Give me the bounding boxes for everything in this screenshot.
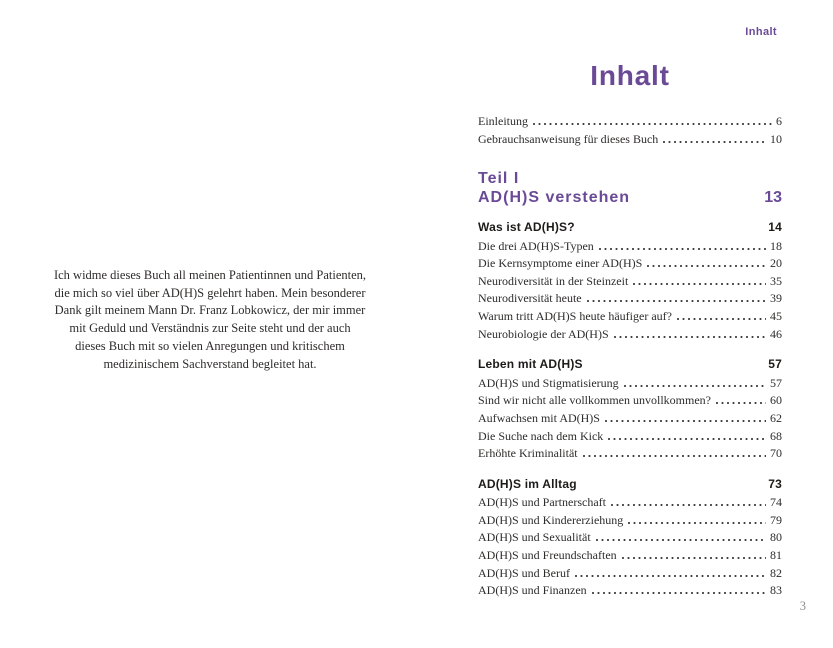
toc-section xyxy=(478,220,782,344)
toc-section xyxy=(478,357,782,463)
dot-leader xyxy=(575,575,766,577)
dot-leader xyxy=(647,265,766,267)
dedication-line: Dank gilt meinem Mann Dr. Franz Lobkowicz, der mir immer xyxy=(54,303,366,318)
toc-entry-label: Warum tritt AD(H)S heute häufiger auf? xyxy=(478,309,672,324)
toc-entry xyxy=(478,291,782,309)
toc-entry xyxy=(478,583,782,601)
dot-leader xyxy=(533,123,772,125)
toc-entry-label: AD(H)S und Finanzen xyxy=(478,583,587,598)
toc-entry-page: 57 xyxy=(770,375,782,390)
toc-entry-label: Erhöhte Kriminalität xyxy=(478,446,578,461)
toc-section-header xyxy=(478,477,782,496)
dot-leader xyxy=(622,557,766,559)
dot-leader xyxy=(596,539,766,541)
toc-entry xyxy=(478,256,782,274)
toc-entry-page: 70 xyxy=(770,446,782,461)
toc-entry xyxy=(478,566,782,584)
toc-entry-page: 60 xyxy=(770,393,782,408)
toc-entry-page: 83 xyxy=(770,583,782,598)
toc-entry-label: AD(H)S und Kindererziehung xyxy=(478,512,624,527)
toc-entry-page: 62 xyxy=(770,410,782,425)
toc-section-header xyxy=(478,357,782,376)
toc-entry xyxy=(478,239,782,257)
dot-leader xyxy=(611,504,766,506)
toc-part-name: AD(H)S verstehen xyxy=(478,189,631,207)
dot-leader xyxy=(599,248,766,250)
toc-entry-label: AD(H)S und Freundschaften xyxy=(478,548,617,562)
toc-section-page: 57 xyxy=(768,357,782,372)
toc-entry xyxy=(478,513,782,531)
toc-part-page: 13 xyxy=(764,189,782,207)
toc-entry xyxy=(478,548,782,566)
toc-entry-label: Aufwachsen mit AD(H)S xyxy=(478,410,600,425)
page-title: Inhalt xyxy=(590,60,670,91)
dedication-line: Ich widme dieses Buch all meinen Patientinnen und Patienten, xyxy=(53,268,367,282)
dot-leader xyxy=(624,385,766,387)
toc-section-page: 73 xyxy=(768,476,782,491)
dot-leader xyxy=(592,592,766,594)
table-of-contents xyxy=(478,114,782,601)
toc-section-title: Leben mit AD(H)S xyxy=(478,357,583,372)
dot-leader xyxy=(587,300,766,302)
toc-entry xyxy=(478,274,782,292)
toc-section-title: AD(H)S im Alltag xyxy=(478,476,577,491)
toc-entry xyxy=(478,393,782,411)
toc-entry-page: 20 xyxy=(770,256,782,271)
running-header: Inhalt xyxy=(745,26,777,38)
toc-entry-label: Einleitung xyxy=(478,114,528,128)
toc-entry-label: Neurodiversität heute xyxy=(478,291,582,306)
dedication-line: dieses Buch mit so vielen Anregungen und kritischem xyxy=(75,338,345,353)
toc-entry xyxy=(478,429,782,447)
toc-entry xyxy=(478,411,782,429)
page-number: 3 xyxy=(799,599,806,613)
toc-entry-page: 18 xyxy=(770,238,782,253)
toc-entry-page: 74 xyxy=(770,495,782,510)
toc-entry-page: 6 xyxy=(776,114,782,128)
toc-entry-label: AD(H)S und Stigmatisierung xyxy=(478,375,619,390)
dot-leader xyxy=(633,283,766,285)
dot-leader xyxy=(677,318,766,320)
toc-entry-label: Gebrauchsanweisung für dieses Buch xyxy=(478,131,659,146)
toc-entry-label: Die Kernsymptome einer AD(H)S xyxy=(478,256,643,271)
dot-leader xyxy=(628,522,766,524)
toc-entry xyxy=(478,495,782,513)
toc-entry-page: 35 xyxy=(770,273,782,288)
toc-entry xyxy=(478,327,782,345)
toc-entry-label: AD(H)S und Partnerschaft xyxy=(478,495,606,510)
toc-entry-page: 39 xyxy=(770,291,782,306)
dot-leader xyxy=(583,455,766,457)
dedication-text xyxy=(52,267,368,373)
dot-leader xyxy=(605,420,766,422)
toc-entry xyxy=(478,446,782,464)
toc-entry-label: AD(H)S und Sexualität xyxy=(478,530,591,545)
toc-entry-label: Neurobiologie der AD(H)S xyxy=(478,326,609,341)
dot-leader xyxy=(614,336,766,338)
toc-entry-page: 79 xyxy=(770,512,782,527)
toc-section xyxy=(478,477,782,601)
dot-leader xyxy=(716,402,766,404)
toc-part-title xyxy=(478,169,764,207)
toc-entry xyxy=(478,132,782,150)
toc-part-number: Teil I xyxy=(478,170,520,188)
toc-part-heading xyxy=(478,169,782,207)
dedication-line: medizinischem Sachverstand begleitet hat. xyxy=(103,356,317,371)
toc-entry-page: 80 xyxy=(770,530,782,545)
toc-entry xyxy=(478,309,782,327)
toc-entry-page: 81 xyxy=(770,548,782,562)
toc-section-header xyxy=(478,220,782,239)
toc-entry-page: 82 xyxy=(770,565,782,580)
dot-leader xyxy=(608,438,766,440)
toc-entry-label: AD(H)S und Beruf xyxy=(478,565,570,580)
toc-entry-label: Die drei AD(H)S-Typen xyxy=(478,238,594,253)
toc-entry xyxy=(478,530,782,548)
toc-section-page: 14 xyxy=(768,220,782,235)
toc-entry-label: Die Suche nach dem Kick xyxy=(478,428,604,443)
toc-entry-label: Neurodiversität in der Steinzeit xyxy=(478,273,629,288)
toc-entry-page: 46 xyxy=(770,326,782,341)
dot-leader xyxy=(663,141,766,143)
toc-entry-page: 68 xyxy=(770,428,782,443)
toc-entry-page: 10 xyxy=(770,131,782,146)
dedication-line: die mich so viel über AD(H)S gelehrt haben. Mein besonderer xyxy=(54,285,366,300)
toc-section-title: Was ist AD(H)S? xyxy=(478,220,575,235)
toc-entry xyxy=(478,114,782,132)
dedication-line: mit Geduld und Verständnis zur Seite steht und der auch xyxy=(69,321,351,336)
toc-entry-page: 45 xyxy=(770,309,782,324)
toc-entry xyxy=(478,376,782,394)
toc-entry-label: Sind wir nicht alle vollkommen unvollkommen? xyxy=(478,393,711,408)
